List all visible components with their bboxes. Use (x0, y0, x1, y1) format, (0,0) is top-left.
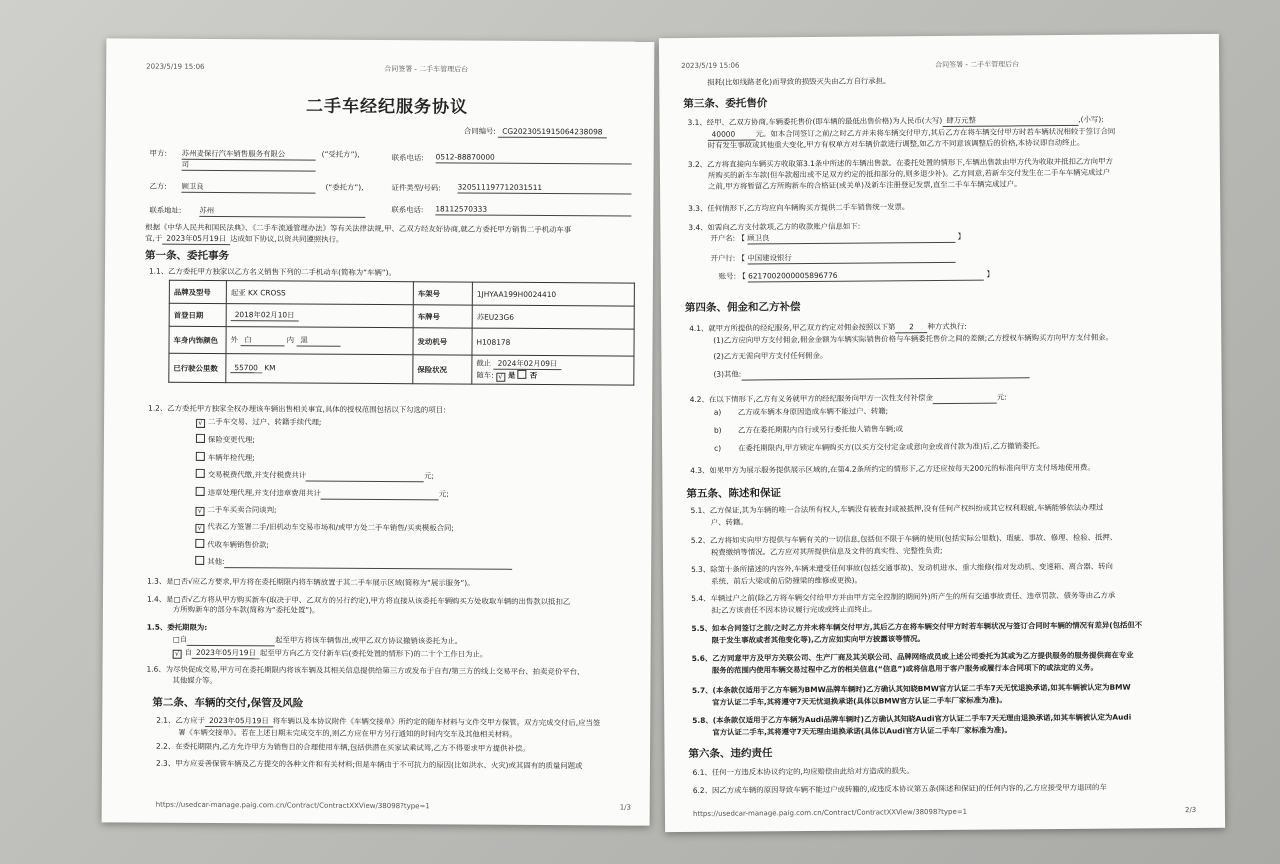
phone: 18112570333 (435, 204, 631, 216)
km-label: 已行驶公里数 (169, 353, 226, 382)
clause-5-4a: 5.4、车辆过户之前(除乙方将车辆交付给甲方并由甲方完全控制的期间外)所产生的所有交通事故责任、违章罚款、债务等由乙方承 (691, 590, 1116, 603)
km-unit: KM (264, 363, 276, 373)
contract-page-2: 2023/5/19 15:06 合同签署 - 二手车管理后台 损耗(比如线路老化)而导致的损毁灭失由乙方自行承担。 第三条、委托售价 3.1、经甲、乙双方协商,车辆委托售价(即车辆的最低出售价格)为人民币(大写) 肆万元整 ,(小写): 40000 元。如本合同签订之前/之时乙方并未将车辆交付甲方,其后乙方在将车辆交付甲方时若车辆状况相较于签订合同 时有发生事故或其他重大变化,甲方有权单方对车辆价款进行调整,如乙方不同意该调整后的价格,本协议即自动终止。 3.2、乙方将直接向车辆买方收取第3.1条中所述的车辆出售款。在委托处置的情形下,车辆出售款由甲方代为收取并抵扣乙方向甲方 所购买的新车车款(但车款超出或不足双方约定的抵扣部分的,则多退少补)。乙方同意,若新车交付发生在二手车车辆完成过户 之前,甲方将暂留乙方所购新车的合格证(或关单)及新车注册登记发票,直至二手车车辆完成过户。 3.3、任何情形下,乙方均应向车辆购买方提供二手车销售统一发票。 3.4、如需向乙方支付款项,乙方的收款账户信息如下: 开户名: 【 顾卫良 】 开户行: 【 中国建设银行 账号: 【 6217002000005896776 】 第四条、佣金和乙方补偿 4.1、就甲方所提供的经纪服务,甲乙双方约定对佣金按照以下第 2 种方式执行: (1)乙方应向甲方支付佣金,佣金金额为车辆实际销售价格与车辆委托售价之间的差额;乙方授权车辆购买方向甲方支付佣金。 (2)乙方无需向甲方支付任何佣金。 (3)其他: 4.2、在以下情形下,乙方有义务就甲方的经纪服务向甲方一次性支付补偿金 元: a) 乙方或车辆本身原因造成车辆不能过户、转籍; b) 乙方在委托期限内自行或另行委托他人销售车辆;或 c) 在委托期限内,甲方锁定车辆购买方(以买方交付定金或意向金或首付款为准)后,乙方撤销委托。 4.3、如果甲方为展示服务提供展示区域的,在第4.2条所约定的情形下,乙方还应按每天200元的标准向甲方支付场地使用费。 第五条、陈述和保证 5.1、乙方保证,其为车辆的唯一合法所有权人,车辆没有被查封或被抵押,没有任何产权纠纷或其它权利瑕疵,车辆能够依法办理过 户、转籍。 5.2、乙方将如实向甲方提供与车辆有关的一切信息,包括但不限于车辆的使用(包括实际公里数)、瑕疵、事故、修理、检验、抵押、 税费缴纳等情况。乙方应对其所提供信息及文件的真实性、完整性负责; 5.3、除第十条所描述的内容外,车辆未遭受任何事故(包括交通事故)、发动机进水、重大维修(指对发动机、变速箱、离合器、转向 系统、前后大梁或前后防撞梁的维修或更换)。 5.4、车辆过户之前(除乙方将车辆交付给甲方并由甲方完全控制的期间外)所产生的所有交通事故责任、违章罚款、债务等由乙方承 担;乙方该责任不因本协议履行完成或终止而终止。 5.5、如本合同签订之前/之时乙方并未将车辆交付甲方,其后乙方在将车辆交付甲方时若车辆状况与签订合同时车辆的情况有差异(包括但不 限于发生事故或者其他变化等),乙方应如实向甲方披露该等情况。 5.6、乙方同意甲方及甲方关联公司、生产厂商及其关联公司、品牌网络成员或上述公司委托为其或为乙方提供服务的服务提供商在专业 服务的范围内使用车辆交易过程中乙方的相关信息(“信息”)或将信息用于客户服务或履行本合同项下的或法定的义务。 5.7、(本条款仅适用于乙方车辆为BMW品牌车辆时)乙方确认其知晓BMW官方认证二手车7天无忧退换承诺,如其车辆被认定为BMW 官方认证二手车,其将遵守7天无忧退换承诺(具体以BMW官方认证二手车厂家标准为准)。 5.8、(本条款仅适用于乙方车辆为Audi品牌车辆时)乙方确认其知晓Audi官方认证二手车7天无理由退换承诺,如其车辆被认定为Audi 官方认证二手车,其将遵守7天无理由退换承诺(具体以Audi官方认证二手车厂家标准为准)。 第六条、违约责任 6.1、任何一方违反本协议约定的,均应赔偿由此给对方造成的损失。 6.2、因乙方或车辆的原因导致车辆不能过户或转籍的,或违反本协议第五条(陈述和保证)的任何内容的,乙方应接受甲方退回的车 https://usedcar-manage.paig.com.cn/Contract/ContractXXView/38098?type=1 2/3 (659, 34, 1225, 832)
clause-4-1-2: (2)乙方无需向甲方支付任何佣金。 (713, 350, 828, 361)
clause-1-1: 1.1、乙方委托甲方独家以乙方名义销售下列的二手机动车(简称为“车辆”)。 (148, 266, 396, 278)
insurance-exp-label: 截止 (476, 358, 492, 368)
clause-5-1a: 5.1、乙方保证,其为车辆的唯一合法所有权人,车辆没有被查封或被抵押,没有任何产权纠纷或其它权利瑕疵,车辆能够依法办理过 (690, 502, 1104, 515)
clause-5-8b: 官方认证二手车,其将遵守7天无理由退换承诺(具体以Audi官方认证二手车厂家标准为准)。 (712, 725, 1012, 737)
clause-5-3a: 5.3、除第十条所描述的内容外,车辆未遭受任何事故(包括交通事故)、发动机进水、重大维修(指对发动机、变速箱、离合器、转向 (691, 561, 1113, 574)
no-label: 否 (529, 370, 538, 380)
yes-checkbox[interactable]: √ (496, 373, 505, 382)
clause-1-3: 1.3、是□否√应乙方要求,甲方将在委托期限内将车辆放置于其二手车展示区域(简称为“展示服务”)。 (147, 576, 475, 588)
option-4-checkbox[interactable] (196, 469, 205, 478)
clause-6-2: 6.2、因乙方或车辆的原因导致车辆不能过户或转籍的,或违反本协议第五条(陈述和保证)的任何内容的,乙方应接受甲方退回的车 (692, 782, 1107, 795)
insurance-label: 保险状况 (413, 355, 472, 384)
party-b-role: (“委托方”), (325, 182, 364, 192)
clause-5-2a: 5.2、乙方将如实向甲方提供与车辆有关的一切信息,包括但不限于车辆的使用(包括实际公里数)、瑕疵、事故、修理、检验、抵押、 (690, 532, 1118, 545)
intro-line-2b: 达成如下协议,以资共同遵照执行。 (230, 234, 344, 244)
plate-label: 车牌号 (413, 305, 472, 328)
clause-1-6a: 1.6、为尽快促成交易,甲方可在委托期限内将该车辆及其相关信息提供给第三方或发布于自有/第三方的线上交易平台、拍卖竞价平台、 (146, 664, 585, 677)
engine-label: 发动机号 (413, 328, 472, 355)
clause-4-1-3: (3)其他: (713, 369, 742, 379)
section-5-heading: 第五条、陈述和保证 (686, 487, 782, 501)
with-car-label: 随车: (476, 370, 494, 380)
party-b-label: 乙方: (149, 181, 167, 191)
clause-3-2c: 之前,甲方将暂留乙方所购新车的合格证(或关单)及新车注册登记发票,直至二手车车辆完成过户。 (708, 179, 1022, 191)
intro-line-1: 根据《中华人民共和国民法典》、《二手车流通管理办法》等有关法律法规,甲、乙双方经友好协商,就乙方委托甲方销售二手机动车事 (145, 222, 572, 235)
item-a-label: a) (713, 407, 722, 417)
account-no: 6217002000005896776 (748, 270, 984, 283)
option-7-label: 代表乙方签署二手/旧机动车交易市场和/或甲方处二手车销售/买卖模板合同; (207, 521, 454, 533)
option-2-label: 保险变更代理; (207, 434, 255, 445)
option-9-label: 其他: (207, 556, 225, 567)
id-label: 证件类型/号码: (391, 183, 441, 193)
id-value: 320511197712031511 (457, 182, 631, 194)
clause-5-7a: 5.7、(本条款仅适用于乙方车辆为BMW品牌车辆时)乙方确认其知晓BMW官方认证二手车7天无忧退换承诺,如其车辆被认定为BMW (691, 682, 1131, 695)
print-date: 2023/5/19 15:06 (681, 61, 740, 71)
no-checkbox[interactable] (518, 370, 527, 379)
clause-5-8a: 5.8、(本条款仅适用于乙方车辆为Audi品牌车辆时)乙方确认其知晓Audi官方认证二手车7天无理由退换承诺,如其车辆被认定为Audi (692, 712, 1132, 725)
party-a-role: (“受托方”), (321, 149, 360, 159)
section-3-heading: 第三条、委托售价 (683, 97, 768, 111)
intro-line-2a: 宜,于 (145, 233, 163, 243)
clause-6-1: 6.1、任何一方违反本协议约定的,均应赔偿由此给对方造成的损失。 (692, 766, 914, 777)
item-c: 在委托期限内,甲方锁定车辆购买方(以买方交付定金或意向金或首付款为准)后,乙方撤销委托。 (738, 441, 1045, 453)
option-6-checkbox[interactable]: √ (195, 507, 204, 516)
account-name-label: 开户名: (710, 233, 736, 243)
clause-2-2: 2.2、在委托期限内,乙方允许甲方为销售目的合理使用车辆,包括供潜在买家试乘试驾,乙方不得要求甲方提供补偿。 (156, 741, 530, 753)
price-small-label: ,(小写): (1078, 114, 1104, 124)
clause-1-5b-pre: 自 (184, 647, 193, 657)
account-bank: 中国建设银行 (747, 252, 955, 265)
intro-date: 2023年05月19日 (162, 234, 230, 245)
price-upper: 肆万元整 (942, 115, 1010, 127)
km-value: 55700 (230, 363, 262, 373)
color-out-value: 白 (240, 334, 284, 346)
contract-page-1 (102, 38, 655, 825)
engine-value: H108178 (472, 328, 634, 356)
clause-3-2b: 所购买的新车车款(但车款超出或不足双方约定的抵扣部分的,则多退少补)。乙方同意,若新车交付发生在二手车车辆完成过户 (707, 167, 1111, 180)
commission-option: 2 (895, 322, 927, 333)
clause-2-3: 2.3、甲方应妥善保管车辆及乙方提交的各种文件和有关材料;但是车辆由于不可抗力的原因(比如洪水、火灾)或其固有的质量问题或 (155, 758, 583, 771)
vin-label: 车架号 (413, 282, 472, 305)
phone-label: 联系电话: (391, 205, 424, 215)
clause-5-1b: 户、转籍。 (710, 517, 748, 527)
clause-2-1b: 署《车辆交接单》。若在上述日期未完成交车的,则乙方应在甲方另行通知的时间内交车及其他相关材料。 (178, 727, 517, 739)
yes-label: 是 (507, 370, 516, 380)
party-a-name: 苏州麦保行汽车销售服务有限公 (182, 149, 316, 161)
option-4-label: 交易税费代缴,并支付税费共计 (207, 469, 307, 480)
clause-4-1-1: (1)乙方应向甲方支付佣金,佣金金额为车辆实际销售价格与车辆委托售价之间的差额;乙方授权车辆购买方向甲方支付佣金。 (713, 332, 1113, 345)
clause-4-3: 4.3、如果甲方为展示服务提供展示区域的,在第4.2条所约定的情形下,乙方还应按每天200元的标准向甲方支付场地使用费。 (690, 462, 1095, 475)
document-title: 二手车经纪服务协议 (305, 96, 469, 118)
delivery-date: 2023年05月19日 (205, 716, 273, 727)
item-b: 乙方在委托期限内自行或另行委托他人销售车辆;或 (737, 424, 904, 435)
vin-value: 1JHYAA199H0024410 (472, 282, 634, 306)
print-header-title: 合同签署 - 二手车管理后台 (384, 65, 469, 74)
option-7-checkbox[interactable]: √ (195, 524, 204, 533)
clause-1-4a: 1.4、是□否√乙方将从甲方购买新车(取决于甲、乙双方的另行约定),甲方将直接从该委托车辆购买方处收取车辆的出售款以抵扣乙 (146, 594, 571, 607)
clause-5-4b: 担;乙方该责任不因本协议履行完成或终止而终止。 (711, 604, 877, 615)
print-date: 2023/5/19 15:06 (146, 62, 205, 71)
clause-1-5b-post: 起至甲方向乙方交付新车后(委托处置的情形下)的二十个工作日为止。 (259, 648, 488, 659)
section-1-heading: 第一条、委托事务 (145, 249, 230, 263)
address-label: 联系地址: (149, 205, 182, 215)
clause-3-1b: 元。如本合同签订之前/之时乙方并未将车辆交付甲方,其后乙方在将车辆交付甲方时若车辆状况相较于签订合同 (755, 126, 1116, 139)
contract-no-label: 合同编号: (463, 126, 496, 136)
vehicle-table (168, 280, 635, 386)
footer-url: https://usedcar-manage.paig.com.cn/Contract/ContractXXView/38098?type=1 (155, 800, 430, 811)
account-no-label: 账号: (718, 271, 737, 281)
page-number: 2/3 (1184, 806, 1197, 815)
clause-1-2: 1.2、乙方委托甲方独家全权办理该车辆出售相关事宜,具体的授权范围包括以下勾选的项目: (148, 403, 446, 415)
price-amount: 40000 (708, 129, 756, 140)
section-4-heading: 第四条、佣金和乙方补偿 (684, 301, 801, 315)
clause-5-6a: 5.6、乙方同意甲方及甲方关联公司、生产厂商及其关联公司、品牌网络成员或上述公司委托为其或为乙方提供服务的服务提供商在专业 (691, 650, 1134, 663)
option-5-yuan: 元; (438, 489, 449, 499)
option-5-label: 违章处理代理,并支付违章费用共计 (207, 487, 321, 498)
insurance-exp-value: 2024年02月09日 (494, 358, 562, 370)
option-8-label: 代收车辆销售价款; (207, 539, 269, 550)
term-checkbox[interactable]: √ (173, 650, 182, 659)
clause-1-6b: 其他媒介等。 (172, 675, 217, 686)
page-number: 1/3 (619, 803, 632, 812)
option-3-label: 车辆年检代理; (207, 452, 255, 463)
color-label: 车身内饰颜色 (169, 326, 226, 353)
clause-3-2a: 3.2、乙方将直接向车辆买方收取第3.1条中所述的车辆出售款。在委托处置的情形下,车辆出售款由甲方代为收取并抵扣乙方向甲方 (687, 156, 1113, 169)
section-2-heading: 第二条、车辆的交付,保管及风险 (152, 696, 304, 710)
clause-4-2: 4.2、在以下情形下,乙方有义务就甲方的经纪服务向甲方一次性支付补偿金 (689, 393, 933, 404)
option-1-label: 二手车交易、过户、转籍手续代理; (208, 416, 322, 427)
contract-no: CG20230519150642380​98 (498, 127, 606, 139)
clause-1-5a-pre: □自 (172, 634, 188, 644)
clause-2-1a-post: 将车辆以及本协议附件《车辆交接单》所约定的随车材料与文件交甲方保管。双方完成交付后,应当签 (272, 716, 601, 728)
party-a-phone: 0512-88870000 (436, 152, 632, 164)
continued-text: 损耗(比如线路老化)而导致的损毁灭失由乙方自行承担。 (707, 76, 891, 87)
option-1-checkbox[interactable]: √ (196, 419, 205, 428)
option-3-checkbox[interactable] (196, 452, 205, 461)
reg-date-value: 2018年02月10日 (231, 309, 299, 321)
party-a-label: 甲方: (149, 148, 168, 158)
item-b-label: b) (713, 425, 722, 435)
item-a: 乙方或车辆本身原因造成车辆不能过户、转籍; (737, 406, 889, 417)
clause-5-3b: 系统、前后大梁或前后防撞梁的维修或更换)。 (711, 575, 862, 586)
item-c-label: c) (714, 443, 722, 453)
term-start-date: 2023年05月19日 (192, 648, 260, 659)
clause-4-1a: 4.1、就甲方所提供的经纪服务,甲乙双方约定对佣金按照以下第 (689, 322, 896, 333)
clause-5-6b: 服务的范围内使用车辆交易过程中乙方的相关信息(“信息”)或将信息用于客户服务或履行本合同项下的或法定的义务。 (711, 662, 1098, 675)
clause-2-1a-pre: 2.1、乙方应于 (156, 715, 205, 725)
print-header-title: 合同签署 - 二手车管理后台 (935, 60, 1020, 70)
clause-3-1c: 时有发生事故或其他重大变化,甲方有权单方对车辆价款进行调整,如乙方不同意该调整后的价格,本协议即自动终止。 (707, 137, 1085, 150)
section-6-heading: 第六条、违约责任 (688, 747, 773, 761)
brand-value: 起亚 KX CROSS (226, 281, 413, 305)
color-in-value: 黑 (296, 335, 340, 347)
clause-1-5: 1.5、委托期限为: (146, 622, 208, 632)
color-in-label: 内 (286, 335, 295, 345)
party-a-name-2: 司 (182, 160, 316, 172)
plate-value: 苏EU23G6 (472, 305, 634, 329)
party-b-name: 顾卫良 (181, 182, 315, 194)
option-2-checkbox[interactable] (196, 434, 205, 443)
party-a-phone-label: 联系电话: (391, 153, 424, 163)
clause-5-7b: 官方认证二手车,其将遵守7天无忧退换承诺(具体以BMW官方认证二手车厂家标准为准)。 (712, 695, 1007, 707)
clause-5-5b: 限于发生事故或者其他变化等),乙方应如实向甲方披露该等情况。 (711, 634, 925, 645)
brand-label: 品牌及型号 (169, 280, 226, 303)
color-out-label: 外 (230, 335, 238, 345)
account-bank-label: 开户行: (710, 253, 736, 263)
option-8-checkbox[interactable] (195, 539, 204, 548)
clause-3-4: 3.4、如需向乙方支付款项,乙方的收款账户信息如下: (688, 221, 861, 232)
clause-1-5a-post: 起至甲方将该车辆售出,或甲乙双方协议撤销该委托为止。 (275, 635, 463, 646)
option-9-checkbox[interactable] (195, 556, 204, 565)
clause-5-2b: 税费缴纳等情况。乙方应对其所提供信息及文件的真实性、完整性负责; (710, 545, 943, 557)
footer-url: https://usedcar-manage.paig.com.cn/Contract/ContractXXView/38098?type=1 (692, 807, 968, 818)
option-6-label: 二手车买卖合同谈判; (207, 504, 277, 515)
clause-5-5a: 5.5、如本合同签订之前/之时乙方并未将车辆交付甲方,其后乙方在将车辆交付甲方时若车辆状况与签订合同时车辆的情况有差异(包括但不 (691, 620, 1143, 633)
clause-1-4b: 方所购新车的部分车款(简称为“委托处置”)。 (172, 604, 320, 615)
account-name: 顾卫良 (747, 232, 955, 245)
reg-date-label: 首登日期 (169, 303, 226, 326)
clause-4-2-yuan: 元: (996, 392, 1007, 402)
clause-3-1a: 3.1、经甲、乙双方协商,车辆委托售价(即车辆的最低出售价格)为人民币(大写) (687, 115, 943, 127)
option-4-yuan: 元; (424, 471, 435, 481)
option-5-checkbox[interactable] (196, 487, 205, 496)
address: 苏州 (199, 206, 365, 218)
clause-3-3: 3.3、任何情形下,乙方均应向车辆购买方提供二手车销售统一发票。 (688, 202, 910, 213)
clause-4-1b: 种方式执行: (927, 321, 967, 332)
